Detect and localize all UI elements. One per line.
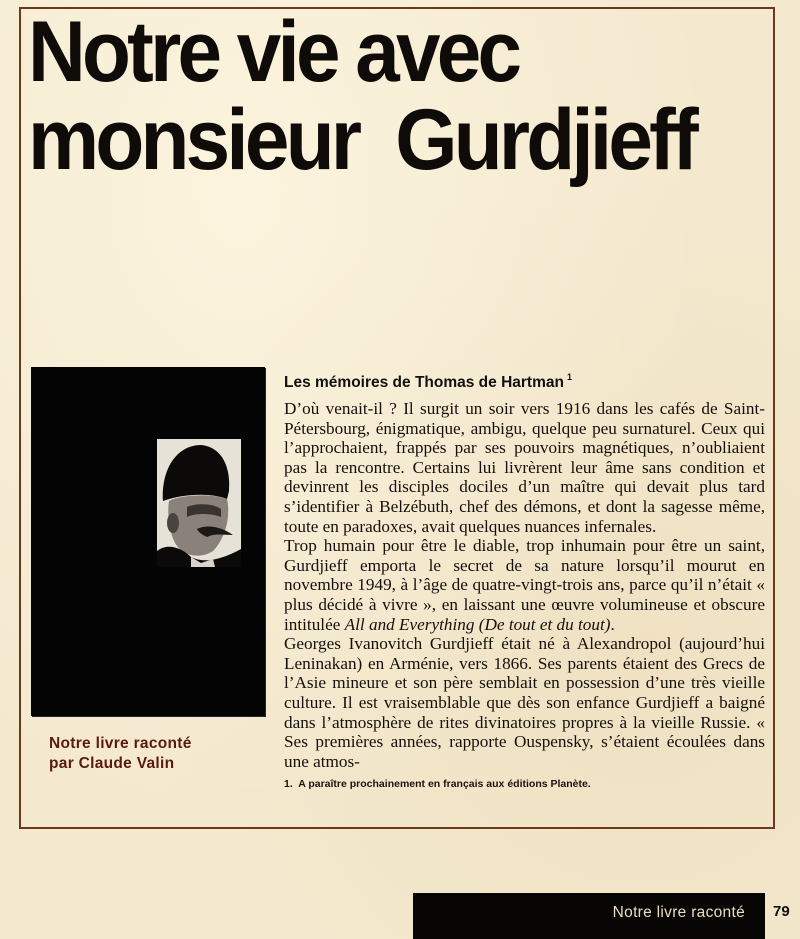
footnote-number: 1.: [284, 778, 293, 791]
book-caption-line-2: par Claude Valin: [49, 755, 175, 772]
paragraph-2: [284, 536, 765, 634]
page-number: 79: [773, 903, 790, 920]
portrait-illustration: [157, 439, 241, 567]
subtitle-text: Les mémoires de Thomas de Hartman: [284, 374, 564, 391]
article-subtitle: [284, 367, 765, 393]
footnote: [284, 777, 765, 791]
footnote-text: A paraître prochainement en français aux éditions Planète.: [298, 778, 591, 791]
book-cover-image: [31, 367, 265, 716]
paragraph-2-text: Trop humain pour être le diable, trop inhumain pour être un saint, Gurdjieff emporta le secret de sa nature lorsqu’il mourut en novembre 1949, à l’âge de quatre-vingt-trois ans, parce qu’il n’était « plus décidé à vivre », en laissant une œuvre volumineuse et obscure intitulée: [284, 536, 765, 634]
footnote-reference: 1: [566, 372, 572, 382]
title-line-1: Notre vie avec: [28, 4, 519, 100]
article-body: [284, 367, 765, 791]
paragraph-3: Georges Ivanovitch Gurdjieff était né à Alexandropol (aujourd’hui Leninakan) en Arménie, vers 1866. Ses parents étaient des Grecs de l’Asie mineure et son père semblait en possession d’une très vieille culture. Il est vraisemblable que dès son enfance Gurdjieff a baigné dans l’atmosphère de rites divinatoires propres à la vieille Russie. « Ses premières années, rapporte Ouspensky, s’étaient écoulées dans une atmos-: [284, 634, 765, 771]
book-caption: [49, 734, 192, 774]
section-label: Notre livre raconté: [612, 904, 745, 921]
book-caption-line-1: Notre livre raconté: [49, 735, 192, 752]
article-title: [28, 4, 695, 188]
portrait-photo: [157, 439, 241, 567]
paragraph-2-end: .: [610, 614, 615, 634]
title-line-2: monsieur Gurdjieff: [28, 92, 695, 188]
book-title-italic: All and Everything (De tout et du tout): [344, 614, 611, 634]
paragraph-1: D’où venait-il ? Il surgit un soir vers 1916 dans les cafés de Saint-Pétersbourg, énigmatique, ambigu, quelque peu surnaturel. Ceux qui l’approchaient, frappés par ses pouvoirs magnétiques, n’oubliaient pas la rencontre. Certains lui livrèrent leur âme sans condition et devinrent les disciples dociles d’un maître qui devait plus tard s’identifier à Belzébuth, chef des démons, et dont la sagesse même, toute en paradoxes, avait quelques nuances infernales.: [284, 399, 765, 536]
section-footer-bar: [413, 893, 765, 939]
